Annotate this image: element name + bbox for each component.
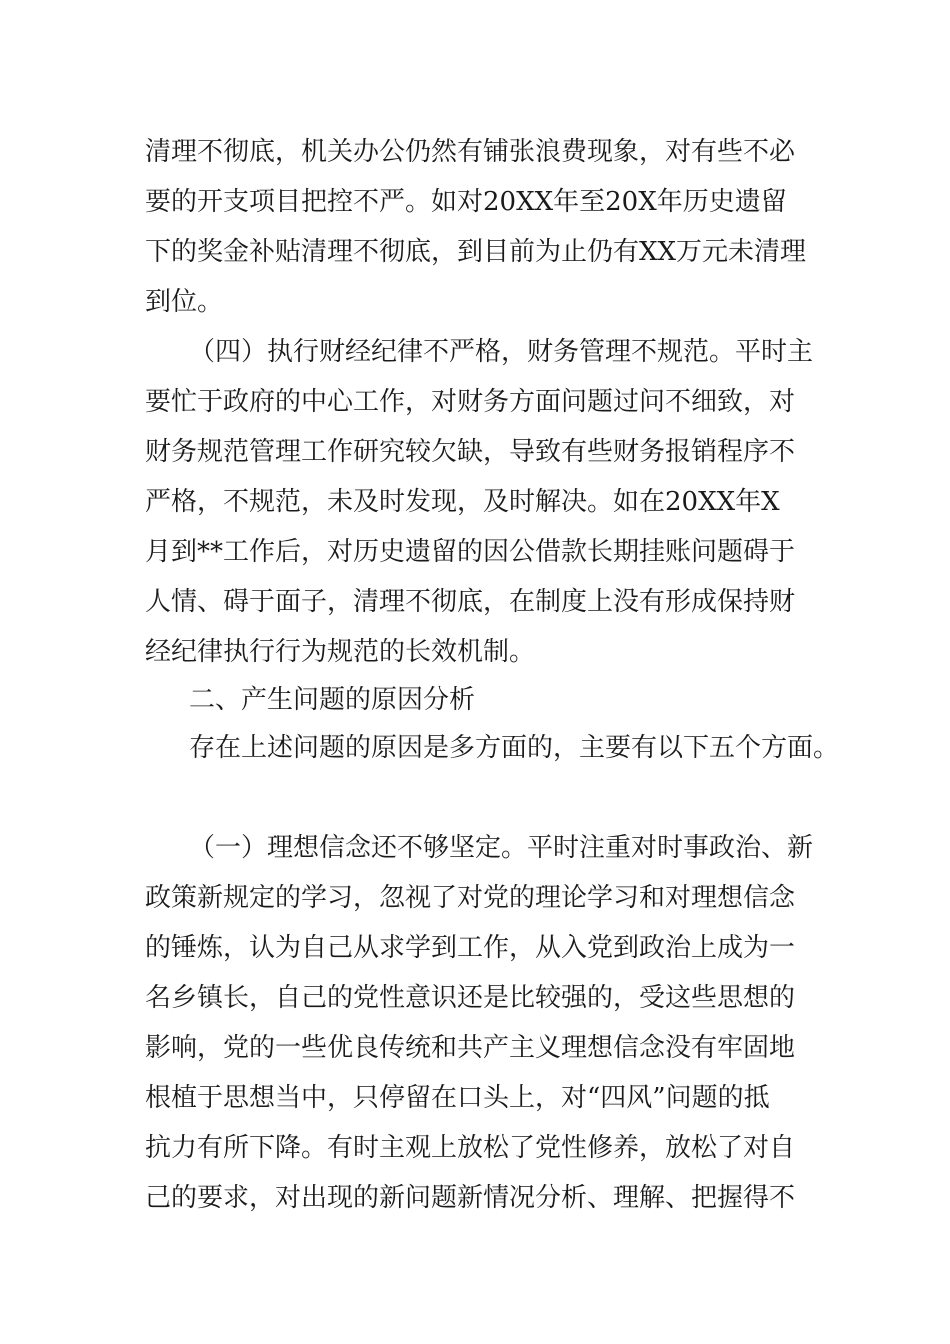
paragraph-heading-1: （一）理想信念还不够坚定。平时注重对时事政治、新 xyxy=(189,833,814,863)
paragraph-heading-4: （四）执行财经纪律不严格，财务管理不规范。平时主 xyxy=(189,337,814,367)
text-line: 政策新规定的学习，忽视了对党的理论学习和对理想信念 xyxy=(145,883,796,913)
text-line: 己的要求，对出现的新问题新情况分析、理解、把握得不 xyxy=(145,1183,796,1213)
text-line: 影响，党的一些优良传统和共产主义理想信念没有牢固地 xyxy=(145,1033,796,1063)
text-line: 月到**工作后，对历史遗留的因公借款长期挂账问题碍于 xyxy=(145,537,796,567)
text-line: 名乡镇长，自己的党性意识还是比较强的，受这些思想的 xyxy=(145,983,796,1013)
text-line: 到位。 xyxy=(145,287,224,317)
text-line: 要忙于政府的中心工作，对财务方面问题过问不细致，对 xyxy=(145,387,796,417)
text-line: 财务规范管理工作研究较欠缺，导致有些财务报销程序不 xyxy=(145,437,796,467)
text-line: 根植于思想当中，只停留在口头上，对“四风”问题的抵 xyxy=(145,1083,770,1113)
text-line: 抗力有所下降。有时主观上放松了党性修养，放松了对自 xyxy=(145,1133,796,1163)
text-line: 经纪律执行行为规范的长效机制。 xyxy=(145,637,536,667)
text-line: 要的开支项目把控不严。如对20XX年至20X年历史遗留 xyxy=(145,187,787,217)
text-line: 严格，不规范，未及时发现，及时解决。如在20XX年X xyxy=(145,487,780,517)
text-line: 下的奖金补贴清理不彻底，到目前为止仍有XX万元未清理 xyxy=(145,237,807,267)
text-line: 存在上述问题的原因是多方面的，主要有以下五个方面。 xyxy=(189,733,840,763)
text-line: 人情、碍于面子，清理不彻底，在制度上没有形成保持财 xyxy=(145,587,796,617)
text-line: 的锤炼，认为自己从求学到工作，从入党到政治上成为一 xyxy=(145,933,796,963)
text-line: 清理不彻底，机关办公仍然有铺张浪费现象，对有些不必 xyxy=(145,137,796,167)
section-heading: 二、产生问题的原因分析 xyxy=(189,685,476,715)
